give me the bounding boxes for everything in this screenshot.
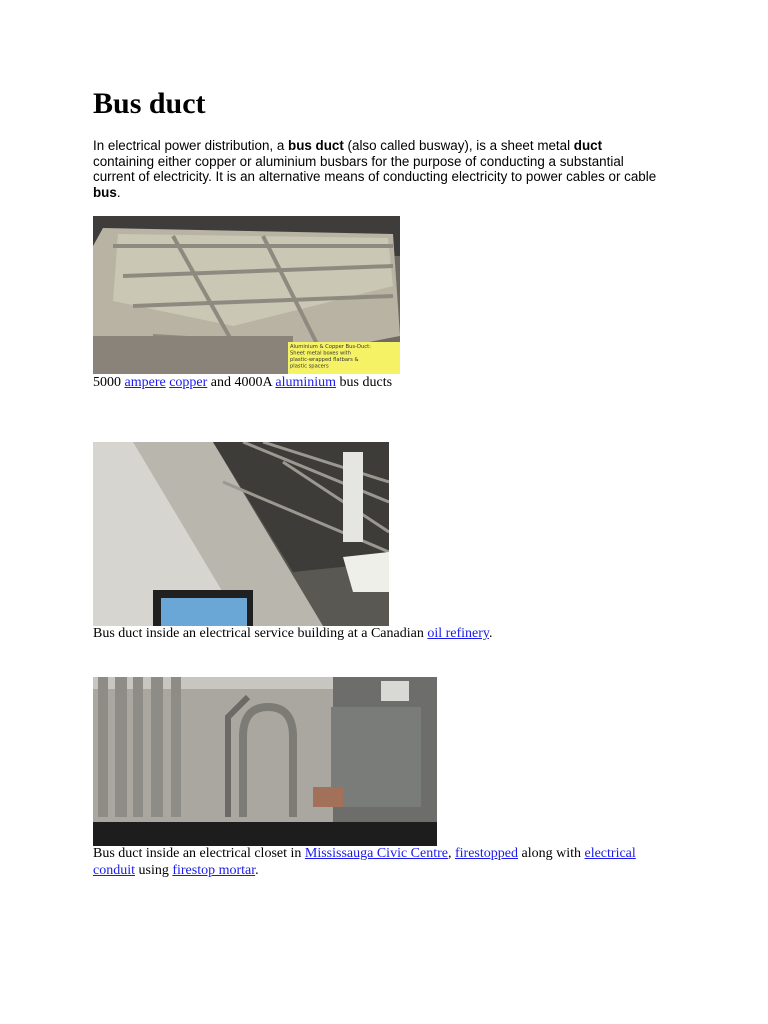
bus-duct-photo-2 (93, 442, 389, 626)
caption-text: Bus duct inside an electrical service building at a Canadian (93, 626, 428, 641)
page-title: Bus duct (93, 87, 206, 120)
caption-text: and 4000A (207, 375, 276, 390)
caption-text: 5000 (93, 375, 125, 390)
intro-bold-term: bus (93, 184, 117, 200)
link-firestopped[interactable]: firestopped (455, 846, 518, 861)
photo-1-label: Aluminium & Copper Bus-Duct: Sheet metal boxes with plastic-wrapped flatbars & plastic spacers (290, 344, 371, 370)
link-firestop-mortar[interactable]: firestop mortar (172, 863, 256, 878)
figure-caption-2 (93, 625, 493, 642)
intro-text: containing either copper or aluminium busbars for the purpose of conducting a substantial current of electricity. It is an alternative means of conducting electricity to power cables or cable (93, 153, 657, 184)
caption-text: Bus duct inside an electrical closet in (93, 846, 305, 861)
link-ampere[interactable]: ampere (124, 375, 166, 390)
figure-caption-1 (93, 374, 392, 391)
bus-duct-photo-3 (93, 677, 437, 846)
intro-text: (also called busway), is a sheet metal (343, 138, 574, 153)
intro-bold-term: duct (573, 138, 603, 153)
link-copper[interactable]: copper (169, 375, 208, 390)
intro-text: . (116, 184, 121, 200)
caption-text: . (489, 626, 493, 641)
link-oil-refinery[interactable]: oil refinery (427, 626, 490, 641)
link-mississauga-civic-centre[interactable]: Mississauga Civic Centre (304, 846, 448, 861)
caption-text: along with (517, 846, 585, 861)
caption-text: , (448, 846, 455, 861)
figure-caption-3 (93, 845, 663, 879)
link-electrical-conduit[interactable]: electrical conduit (93, 846, 636, 878)
link-aluminium[interactable]: aluminium (275, 375, 337, 390)
intro-bold-term: bus duct (288, 138, 344, 153)
intro-paragraph (93, 138, 663, 200)
intro-text: In electrical power distribution, a (93, 138, 289, 153)
bus-duct-photo-1 (93, 216, 400, 374)
caption-text: using (135, 863, 173, 878)
caption-text: . (255, 863, 259, 878)
caption-text: bus ducts (336, 375, 393, 390)
